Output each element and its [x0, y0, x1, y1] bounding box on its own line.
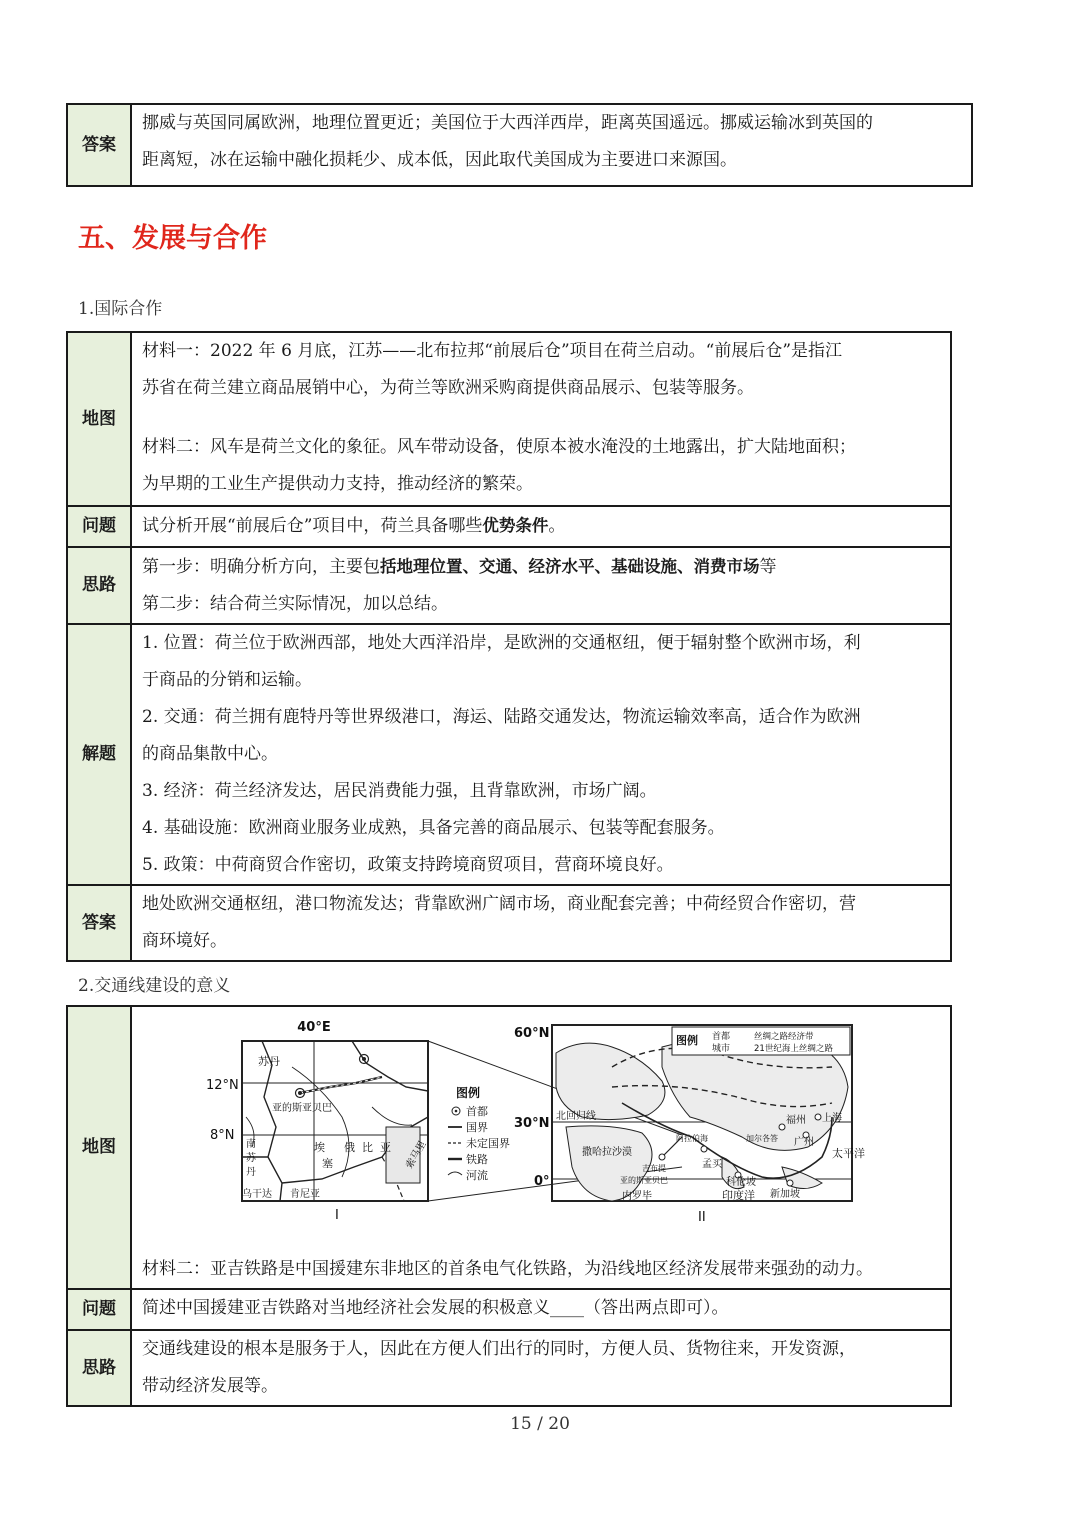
solution-line: 1. 位置：荷兰位于欧洲西部，地处大西洋沿岸，是欧洲的交通枢纽，便于辐射整个欧洲市场，利 [142, 633, 861, 653]
material-1-line: 苏省在荷兰建立商品展销中心，为荷兰等欧洲采购商提供商品展示、包装等服务。 [142, 378, 754, 398]
thinking-line: 交通线建设的根本是服务于人，因此在方便人们出行的同时，方便人员、货物往来，开发资源， [142, 1339, 856, 1359]
place-sahara: 撒哈拉沙漠 [582, 1147, 632, 1158]
solution-line: 的商品集散中心。 [142, 744, 278, 764]
solution-text [131, 624, 951, 885]
solution-line: 2. 交通：荷兰拥有鹿特丹等世界级港口，海运、陆路交通发达，物流运输效率高，适合作为欧洲 [142, 707, 861, 727]
legend-1-item: 国界 [466, 1121, 488, 1134]
solution-line: 于商品的分销和运输。 [142, 670, 312, 690]
solution-label: 解题 [67, 624, 131, 885]
place-somalia: 索马里 [404, 1139, 429, 1171]
place-indian-ocean: 印度洋 [722, 1189, 755, 1202]
place-mumbai: 孟买 [702, 1159, 722, 1170]
question-label: 问题 [67, 506, 131, 547]
question-2-title: 2.交通线建设的意义 [78, 976, 231, 996]
answer-label: 答案 [67, 885, 131, 961]
legend-1-item: 河流 [466, 1169, 488, 1182]
material-cell [131, 332, 951, 506]
thinking-step-1 [142, 548, 942, 586]
place-char: 埃 [314, 1141, 325, 1154]
thinking-emphasis: 括地理位置、交通、经济水平、基础设施、消费市场 [380, 557, 760, 576]
answer-label: 答案 [67, 104, 131, 186]
question-emphasis: 优势条件 [482, 516, 549, 535]
thinking-step-1-end: 等 [759, 557, 777, 577]
place-nairobi: 内罗毕 [622, 1191, 652, 1202]
lat-label-0: 0° [534, 1174, 550, 1189]
thinking-step-2: 第二步：结合荷兰实际情况，加以总结。 [142, 594, 448, 614]
lat-label-8: 8°N [210, 1128, 235, 1143]
solution-line: 3. 经济：荷兰经济发达，居民消费能力强，且背靠欧洲，市场广阔。 [142, 781, 657, 801]
map-cell [131, 1006, 951, 1289]
lon-label: 40°E [297, 1020, 331, 1035]
place-pacific: 太平洋 [832, 1147, 865, 1160]
map-2-numeral: II [698, 1210, 706, 1225]
thinking-line: 带动经济发展等。 [142, 1376, 278, 1396]
map-figure [142, 1007, 942, 1251]
map-1-numeral: I [335, 1208, 339, 1223]
question-1-title: 1.国际合作 [78, 299, 163, 319]
thinking-step-1-start: 第一步：明确分析方向，主要包 [142, 557, 380, 577]
section-title: 五、发展与合作 [78, 223, 267, 254]
place-guangzhou: 广州 [794, 1137, 814, 1148]
map-label: 地图 [67, 332, 131, 506]
solution-line: 4. 基础设施：欧洲商业服务业成熟，具备完善的商品展示、包装等配套服务。 [142, 818, 725, 838]
legend-1-title: 图例 [456, 1086, 481, 1100]
question-text-end: 。 [548, 516, 566, 536]
legend-1-item: 铁路 [466, 1153, 488, 1166]
question-text-start: 试分析开展“前展后仓”项目中，荷兰具备哪些 [142, 516, 483, 536]
place-char: 塞 [322, 1157, 333, 1170]
answer-line: 地处欧洲交通枢纽，港口物流发达；背靠欧洲广阔市场，商业配套完善；中荷经贸合作密切，营 [142, 894, 856, 914]
legend-2-title: 图例 [676, 1034, 698, 1047]
place-arabian-sea: 阿拉伯海 [676, 1134, 708, 1143]
place-char: 丹 [246, 1167, 256, 1178]
place-djibouti: 吉布提 [642, 1164, 666, 1173]
place-addis-ababa: 亚的斯亚贝巴 [272, 1103, 332, 1114]
legend-2-item: 丝绸之路经济带 [754, 1032, 814, 1042]
legend-2-item: 首都 [712, 1032, 731, 1042]
lat-label-60: 60°N [514, 1026, 550, 1041]
legend-1-item: 首都 [466, 1105, 488, 1118]
question-2-table [66, 1005, 952, 1407]
map-label: 地图 [67, 1006, 131, 1289]
material-2-text: 材料二：亚吉铁路是中国援建东非地区的首条电气化铁路，为沿线地区经济发展带来强劲的动力。 [142, 1259, 873, 1279]
thinking-label: 思路 [67, 547, 131, 624]
legend-2-item: 城市 [712, 1044, 731, 1054]
map-figure-svg [142, 1007, 962, 1251]
place-char: 苏 [246, 1153, 256, 1164]
question-text [131, 506, 951, 547]
place-char: 俄 [344, 1141, 355, 1154]
thinking-text [131, 547, 951, 624]
place-shanghai: 上海 [822, 1113, 842, 1124]
answer-content [131, 104, 972, 186]
place-kenya: 肯尼亚 [290, 1189, 320, 1200]
thinking-text [131, 1330, 951, 1406]
place-sudan: 苏丹 [258, 1055, 280, 1068]
place-singapore: 新加坡 [770, 1189, 800, 1200]
place-kolkata: 加尔各答 [746, 1134, 778, 1143]
place-addis-ababa-2: 亚的斯亚贝巴 [620, 1176, 668, 1185]
place-colombo: 科伦坡 [726, 1177, 756, 1188]
place-uganda: 乌干达 [242, 1189, 272, 1200]
place-tropic: 北回归线 [556, 1111, 596, 1122]
place-char: 亚 [380, 1141, 391, 1154]
place-char: 南 [246, 1139, 256, 1150]
question-1-table [66, 331, 952, 962]
answer-line: 挪威与英国同属欧洲，地理位置更近；美国位于大西洋西岸，距离英国遥远。挪威运输冰到英国的 [142, 113, 873, 133]
answer-line: 距离短，冰在运输中融化损耗少、成本低，因此取代美国成为主要进口来源国。 [142, 150, 737, 170]
lat-label-12: 12°N [206, 1078, 239, 1093]
legend-2-item: 21世纪海上丝绸之路 [754, 1044, 833, 1054]
solution-line: 5. 政策：中荷商贸合作密切，政策支持跨境商贸项目，营商环境良好。 [142, 855, 674, 875]
page-number: 15 / 20 [510, 1414, 570, 1434]
material-2-line: 为早期的工业生产提供动力支持，推动经济的繁荣。 [142, 474, 533, 494]
question-label: 问题 [67, 1289, 131, 1330]
legend-1-item: 未定国界 [466, 1137, 510, 1150]
legend-1 [448, 1085, 510, 1182]
lat-label-30: 30°N [514, 1116, 550, 1131]
answer-line: 商环境好。 [142, 931, 227, 951]
thinking-label: 思路 [67, 1330, 131, 1406]
place-char: 比 [362, 1141, 373, 1154]
answer-text [131, 885, 951, 961]
question-text: 简述中国援建亚吉铁路对当地经济社会发展的积极意义____（答出两点即可）。 [131, 1289, 951, 1330]
material-1-line: 材料一：2022 年 6 月底，江苏——北布拉邦“前展后仓”项目在荷兰启动。“前展后仓”是指江 [142, 341, 843, 361]
material-2-line: 材料二：风车是荷兰文化的象征。风车带动设备，使原本被水淹没的土地露出，扩大陆地面积； [142, 437, 856, 457]
place-fuzhou: 福州 [786, 1115, 806, 1126]
answer-table-top [66, 103, 973, 187]
